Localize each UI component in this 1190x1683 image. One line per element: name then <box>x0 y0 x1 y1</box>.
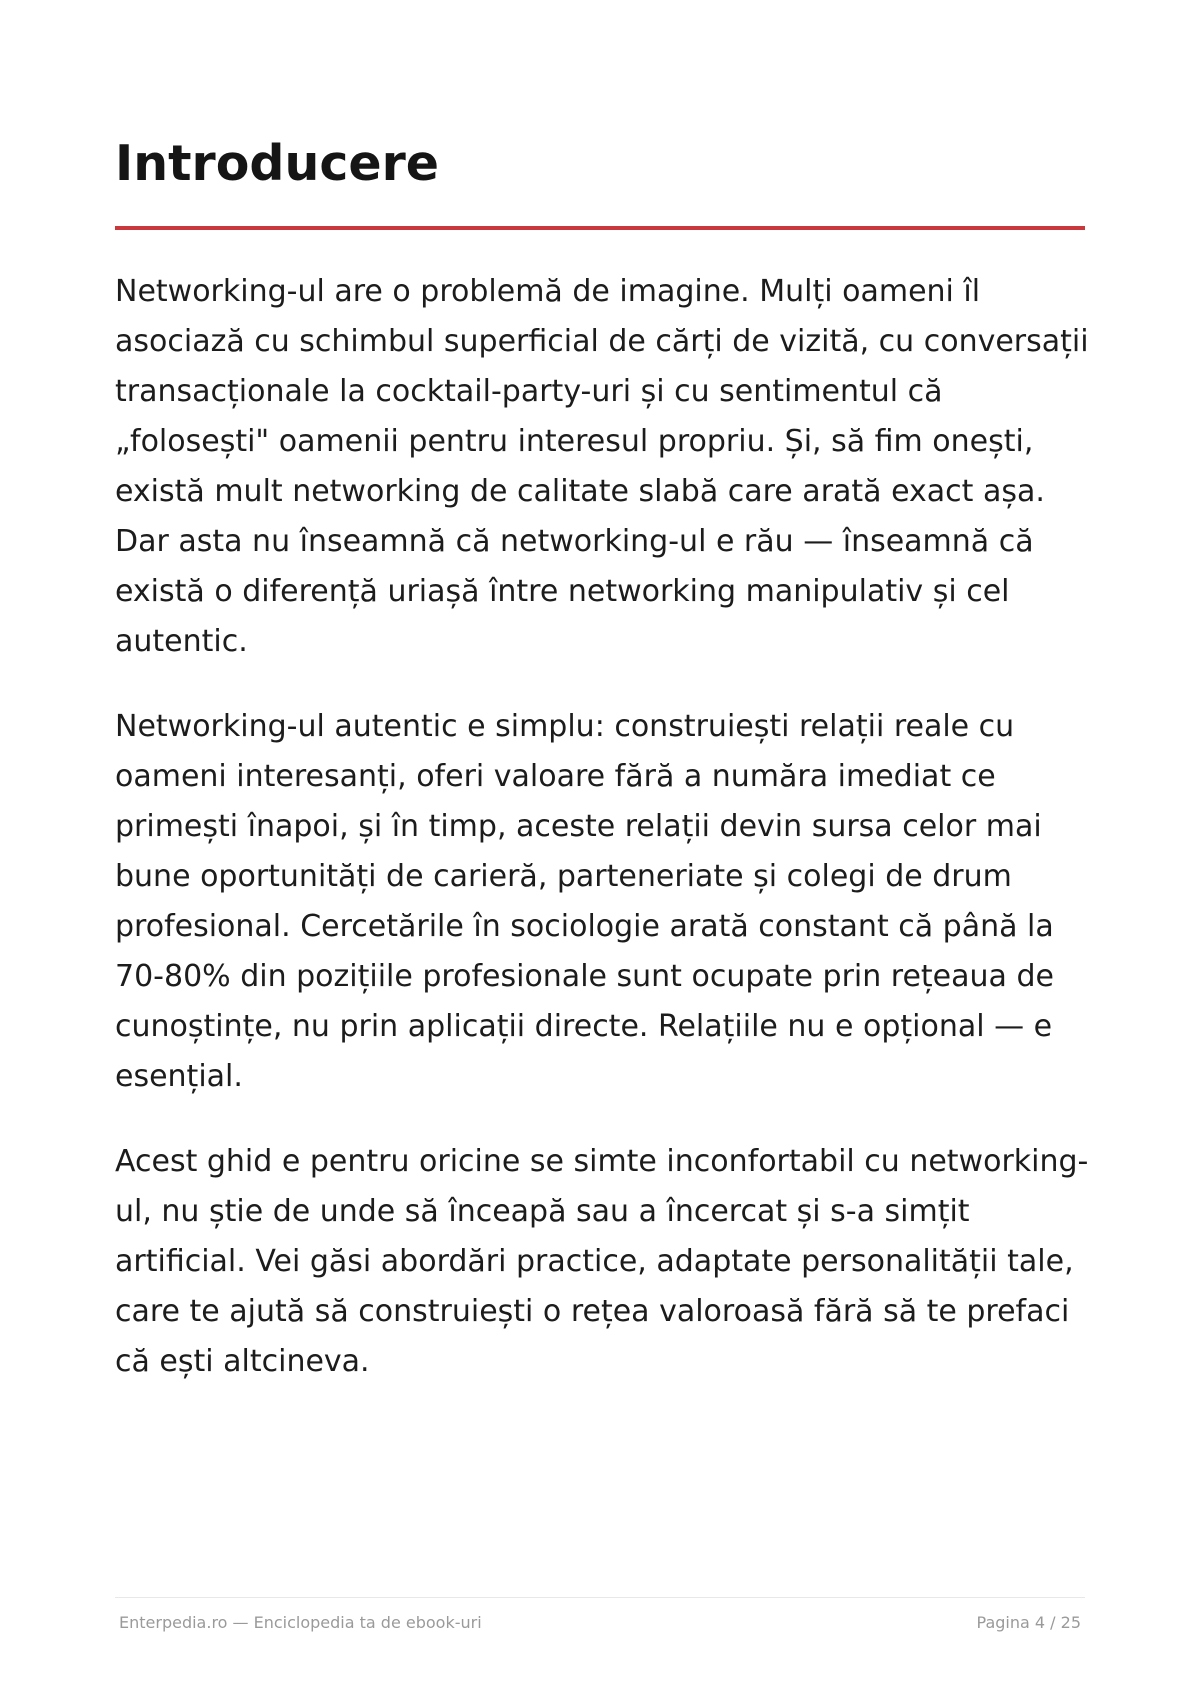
paragraph-2: Networking-ul autentic e simplu: construiești relații reale cu oameni interesanți, oferi valoare fără a număra imediat ce primești înapoi, și în timp, aceste relații devin sursa celor mai bune oportunități de carieră, parteneriate și colegi de drum profesional. Cercetările în sociologie arată constant că până la 70-80% din pozițiile profesionale sunt ocupate prin rețeaua de cunoștințe, nu prin aplicații directe. Relațiile nu e opțional — e esențial. <box>115 709 1054 1094</box>
footer-divider <box>115 1597 1085 1598</box>
body-text <box>115 267 1090 1422</box>
document-page <box>115 0 1089 1683</box>
page-title: Introducere <box>115 135 440 192</box>
paragraph-3: Acest ghid e pentru oricine se simte inconfortabil cu networking-ul, nu știe de unde să înceapă sau a încercat și s-a simțit artificial. Vei găsi abordări practice, adaptate personalității tale, care te ajută să construiești o rețea valoroasă fără să te prefaci că ești altcineva. <box>115 1144 1089 1379</box>
page-number: Pagina 4 / 25 <box>976 1613 1081 1632</box>
page-footer <box>119 1612 1081 1634</box>
footer-source: Enterpedia.ro — Enciclopedia ta de ebook-uri <box>119 1613 482 1632</box>
paragraph-1: Networking-ul are o problemă de imagine. Mulți oameni îl asociază cu schimbul superficial de cărți de vizită, cu conversații transacționale la cocktail-party-uri și cu sentimentul că „folosești" oamenii pentru interesul propriu. Și, să fim onești, există mult networking de calitate slabă care arată exact așa. Dar asta nu înseamnă că networking-ul e rău — înseamnă că există o diferență uriașă între networking manipulativ și cel autentic. <box>115 274 1089 659</box>
title-divider <box>115 226 1085 230</box>
